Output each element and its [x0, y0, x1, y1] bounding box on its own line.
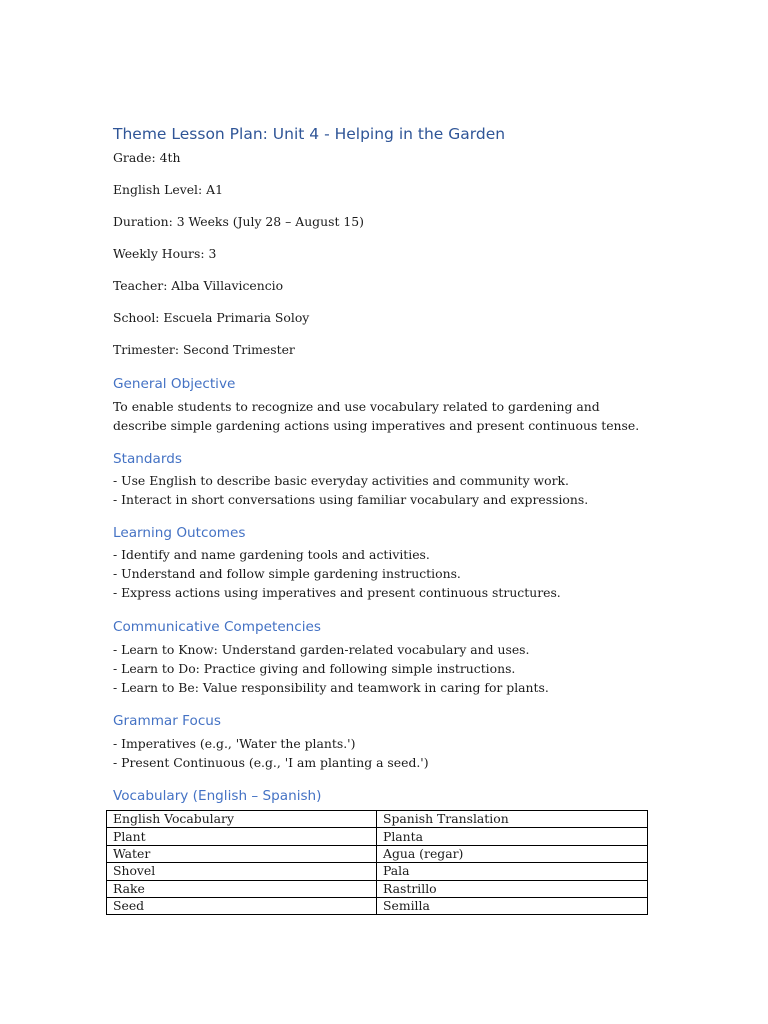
table-row	[107, 897, 648, 914]
grammar-focus-heading: Grammar Focus	[113, 713, 221, 729]
grammar-focus-list	[113, 734, 429, 772]
standards-heading: Standards	[113, 451, 182, 467]
teacher-line: Teacher: Alba Villavicencio	[113, 278, 284, 293]
list-item: - Learn to Know: Understand garden-related vocabulary and uses.	[113, 642, 530, 657]
general-objective-heading: General Objective	[113, 376, 236, 392]
list-item: - Understand and follow simple gardening instructions.	[113, 566, 461, 581]
vocabulary-heading: Vocabulary (English – Spanish)	[113, 788, 322, 804]
vocabulary-table	[106, 810, 648, 915]
general-objective-text: To enable students to recognize and use vocabulary related to gardening and describe simple gardening actions using imperatives and present continuous tense.	[113, 399, 640, 433]
column-header-spanish: Spanish Translation	[377, 811, 648, 828]
table-row	[107, 880, 648, 897]
table-header-row	[107, 811, 648, 828]
english-cell: Rake	[107, 880, 377, 897]
learning-outcomes-heading: Learning Outcomes	[113, 525, 246, 541]
list-item: - Learn to Do: Practice giving and following simple instructions.	[113, 661, 516, 676]
standards-list	[113, 471, 588, 509]
weekly-hours-line: Weekly Hours: 3	[113, 246, 217, 261]
page-title: Theme Lesson Plan: Unit 4 - Helping in the Garden	[113, 125, 506, 143]
duration-line: Duration: 3 Weeks (July 28 – August 15)	[113, 214, 364, 229]
learning-outcomes-list	[113, 545, 561, 602]
competencies-heading: Communicative Competencies	[113, 619, 321, 635]
list-item: - Express actions using imperatives and present continuous structures.	[113, 585, 561, 600]
spanish-cell: Agua (regar)	[377, 845, 648, 862]
spanish-cell: Planta	[377, 828, 648, 845]
column-header-english: English Vocabulary	[107, 811, 377, 828]
table-row	[107, 845, 648, 862]
list-item: - Learn to Be: Value responsibility and teamwork in caring for plants.	[113, 680, 549, 695]
list-item: - Interact in short conversations using familiar vocabulary and expressions.	[113, 492, 589, 507]
english-cell: Shovel	[107, 863, 377, 880]
school-line: School: Escuela Primaria Soloy	[113, 310, 310, 325]
english-cell: Plant	[107, 828, 377, 845]
list-item: - Present Continuous (e.g., 'I am planting a seed.')	[113, 755, 429, 770]
english-cell: Seed	[107, 897, 377, 914]
list-item: - Identify and name gardening tools and activities.	[113, 547, 430, 562]
list-item: - Use English to describe basic everyday activities and community work.	[113, 473, 569, 488]
spanish-cell: Pala	[377, 863, 648, 880]
spanish-cell: Semilla	[377, 897, 648, 914]
table-row	[107, 863, 648, 880]
english-level-line: English Level: A1	[113, 182, 223, 197]
table-row	[107, 828, 648, 845]
trimester-line: Trimester: Second Trimester	[113, 342, 295, 357]
english-cell: Water	[107, 845, 377, 862]
competencies-list	[113, 640, 549, 697]
spanish-cell: Rastrillo	[377, 880, 648, 897]
grade-line: Grade: 4th	[113, 150, 181, 165]
list-item: - Imperatives (e.g., 'Water the plants.')	[113, 736, 356, 751]
